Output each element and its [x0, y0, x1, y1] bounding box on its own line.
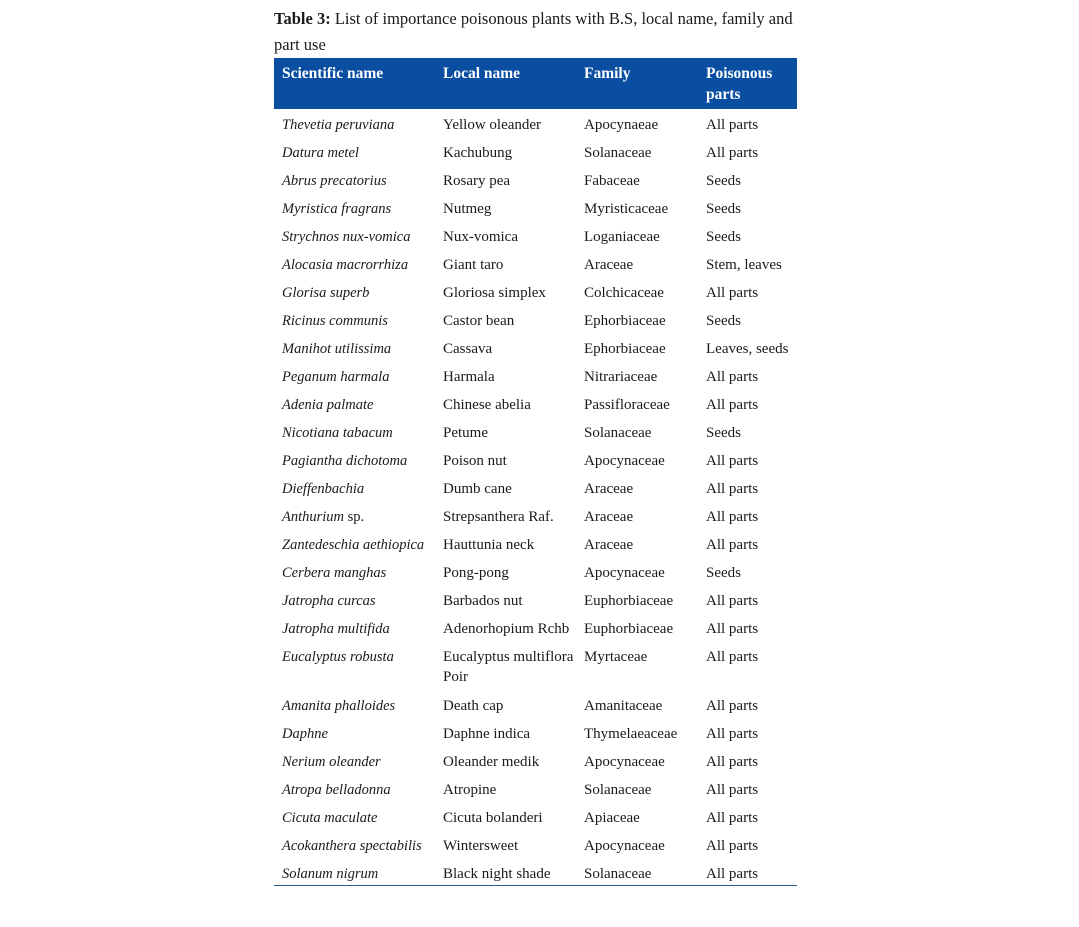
table-caption-text: List of importance poisonous plants with B.S, local name, family and part use	[274, 9, 793, 54]
cell-scientific-name	[274, 774, 435, 802]
cell-family: Loganiaceae	[584, 229, 660, 245]
scientific-name-text: Manihot utilissima	[282, 341, 392, 357]
cell-family: Amanitaceae	[584, 698, 663, 714]
table-row	[274, 529, 797, 557]
cell-family: Euphorbiaceae	[584, 621, 674, 637]
cell-scientific-name	[274, 718, 435, 746]
cell-scientific-name	[274, 746, 435, 774]
cell-local-name: Cassava	[443, 341, 493, 357]
table-row	[274, 858, 797, 885]
cell-family: Thymelaeaceae	[584, 726, 678, 742]
cell-local-name: Strepsanthera Raf.	[443, 509, 554, 525]
cell-family: Nitrariaceae	[584, 369, 658, 385]
scientific-name-text: Atropa belladonna	[282, 782, 391, 798]
scientific-name-text: Jatropha multifida	[282, 621, 390, 637]
cell-poisonous-parts: All parts	[706, 754, 759, 770]
cell-local-name: Pong-pong	[443, 565, 509, 581]
table-row	[274, 249, 797, 277]
cell-local-name: Cicuta bolanderi	[443, 810, 543, 826]
scientific-name-text: Adenia palmate	[282, 397, 374, 413]
cell-poisonous-parts: All parts	[706, 481, 759, 497]
cell-local-name: Barbados nut	[443, 593, 523, 609]
header-poisonous-parts: Poisonous parts	[706, 65, 773, 103]
cell-family: Araceae	[584, 537, 634, 553]
cell-local-name: Adenorhopium Rchb	[443, 621, 570, 637]
cell-poisonous-parts: Seeds	[706, 313, 741, 329]
cell-poisonous-parts: Seeds	[706, 173, 741, 189]
scientific-name-text: Anthurium	[282, 509, 345, 525]
table-row	[274, 746, 797, 774]
cell-local-name: Harmala	[443, 369, 495, 385]
header-local-name: Local name	[443, 65, 521, 82]
table-row	[274, 830, 797, 858]
cell-poisonous-parts: Seeds	[706, 201, 741, 217]
scientific-name-text: Acokanthera spectabilis	[282, 838, 422, 854]
table-row	[274, 277, 797, 305]
cell-family: Apocynaeae	[584, 117, 659, 133]
cell-scientific-name	[274, 830, 435, 858]
cell-family: Passifloraceae	[584, 397, 670, 413]
cell-poisonous-parts: All parts	[698, 858, 797, 885]
cell-local-name: Petume	[443, 425, 488, 441]
table-caption-lead: Table 3:	[274, 9, 331, 28]
cell-poisonous-parts: All parts	[706, 838, 759, 854]
cell-scientific-name	[274, 417, 435, 445]
table-caption	[274, 6, 797, 58]
cell-family: Ephorbiaceae	[584, 313, 666, 329]
cell-scientific-name	[274, 529, 435, 557]
cell-scientific-name	[274, 641, 435, 690]
cell-scientific-name	[274, 585, 435, 613]
cell-poisonous-parts: All parts	[706, 621, 759, 637]
scientific-name-text: Thevetia peruviana	[282, 117, 395, 133]
table-header-row	[274, 58, 797, 109]
table-row	[274, 501, 797, 529]
table-block	[274, 6, 797, 886]
cell-scientific-name	[274, 305, 435, 333]
cell-scientific-name	[274, 858, 435, 885]
cell-scientific-name	[274, 445, 435, 473]
table-row	[274, 802, 797, 830]
cell-scientific-name	[274, 557, 435, 585]
cell-local-name: Giant taro	[443, 257, 504, 273]
scientific-name-text: Nerium oleander	[282, 754, 381, 770]
cell-poisonous-parts: All parts	[706, 649, 759, 665]
scientific-name-text: Nicotiana tabacum	[282, 425, 393, 441]
cell-poisonous-parts: All parts	[706, 810, 759, 826]
cell-local-name: Yellow oleander	[443, 117, 542, 133]
cell-local-name: Eucalyptus multiflora Poir	[443, 649, 574, 685]
cell-scientific-name	[274, 361, 435, 389]
cell-local-name: Gloriosa simplex	[443, 285, 546, 301]
cell-local-name: Dumb cane	[443, 481, 512, 497]
table-row	[274, 473, 797, 501]
table-row	[274, 718, 797, 746]
scientific-name-text: Solanum nigrum	[282, 866, 379, 882]
cell-family: Myristicaceae	[584, 201, 669, 217]
scientific-name-text: Alocasia macrorrhiza	[282, 257, 409, 273]
table-row	[274, 193, 797, 221]
cell-poisonous-parts: All parts	[706, 698, 759, 714]
cell-poisonous-parts: All parts	[706, 285, 759, 301]
poisonous-plants-table	[274, 58, 797, 886]
table-row	[274, 389, 797, 417]
table-row	[274, 585, 797, 613]
cell-local-name: Hauttunia neck	[443, 537, 535, 553]
scientific-name-text: Zantedeschia aethiopica	[282, 537, 425, 553]
cell-local-name: Death cap	[443, 698, 504, 714]
cell-family: Araceae	[584, 257, 634, 273]
cell-local-name: Kachubung	[443, 145, 513, 161]
cell-poisonous-parts: All parts	[706, 537, 759, 553]
cell-family: Apocynaceae	[584, 838, 665, 854]
cell-local-name: Castor bean	[443, 313, 515, 329]
cell-local-name: Daphne indica	[443, 726, 531, 742]
table-body	[274, 109, 797, 885]
cell-scientific-name	[274, 221, 435, 249]
cell-poisonous-parts: All parts	[706, 117, 759, 133]
scientific-name-text: Dieffenbachia	[282, 481, 365, 497]
scientific-name-text: Abrus precatorius	[282, 173, 387, 189]
cell-scientific-name	[274, 690, 435, 718]
cell-scientific-name	[274, 389, 435, 417]
cell-scientific-name	[274, 333, 435, 361]
table-row	[274, 221, 797, 249]
cell-family: Araceae	[584, 481, 634, 497]
cell-poisonous-parts: All parts	[706, 509, 759, 525]
cell-scientific-name	[274, 277, 435, 305]
cell-family: Solanaceae	[584, 782, 652, 798]
cell-family: Fabaceae	[584, 173, 640, 189]
cell-family: Apocynaceae	[584, 453, 665, 469]
scientific-name-text: Cerbera manghas	[282, 565, 387, 581]
cell-local-name: Rosary pea	[443, 173, 511, 189]
cell-scientific-name	[274, 501, 435, 529]
scientific-name-text: Amanita phalloides	[282, 698, 396, 714]
table-row	[274, 445, 797, 473]
cell-poisonous-parts: Stem, leaves	[706, 257, 782, 273]
table-row	[274, 641, 797, 690]
table-row	[274, 165, 797, 193]
cell-local-name: Black night shade	[435, 858, 576, 885]
cell-poisonous-parts: All parts	[706, 453, 759, 469]
cell-family: Ephorbiaceae	[584, 341, 666, 357]
table-row	[274, 361, 797, 389]
table-row	[274, 557, 797, 585]
cell-scientific-name	[274, 613, 435, 641]
scientific-name-text: Strychnos nux-vomica	[282, 229, 411, 245]
cell-poisonous-parts: Seeds	[706, 425, 741, 441]
scientific-name-text: Datura metel	[282, 145, 359, 161]
cell-local-name: Nux-vomica	[443, 229, 518, 245]
cell-local-name: Poison nut	[443, 453, 507, 469]
cell-scientific-name	[274, 193, 435, 221]
table-row	[274, 333, 797, 361]
cell-poisonous-parts: All parts	[706, 726, 759, 742]
table-row	[274, 109, 797, 137]
scientific-name-text: Peganum harmala	[282, 369, 390, 385]
cell-family: Apocynaceae	[584, 754, 665, 770]
table-row	[274, 305, 797, 333]
cell-poisonous-parts: All parts	[706, 593, 759, 609]
table-row	[274, 774, 797, 802]
cell-local-name: Chinese abelia	[443, 397, 531, 413]
header-family: Family	[584, 65, 631, 82]
scientific-name-text: Myristica fragrans	[282, 201, 392, 217]
cell-local-name: Wintersweet	[443, 838, 519, 854]
cell-family: Solanaceae	[584, 425, 652, 441]
scientific-name-text: Daphne	[282, 726, 328, 742]
cell-family: Colchicaceae	[584, 285, 664, 301]
table-row	[274, 137, 797, 165]
scientific-name-text: Ricinus communis	[282, 313, 388, 329]
scientific-name-text: Pagiantha dichotoma	[282, 453, 408, 469]
cell-family: Euphorbiaceae	[584, 593, 674, 609]
cell-poisonous-parts: Leaves, seeds	[706, 341, 789, 357]
cell-scientific-name	[274, 249, 435, 277]
cell-poisonous-parts: All parts	[706, 397, 759, 413]
cell-local-name: Nutmeg	[443, 201, 492, 217]
cell-family: Apiaceae	[584, 810, 640, 826]
scientific-name-text: Eucalyptus robusta	[282, 649, 394, 665]
cell-family: Apocynaceae	[584, 565, 665, 581]
scientific-name-text: Cicuta maculate	[282, 810, 378, 826]
cell-scientific-name	[274, 137, 435, 165]
table-row	[274, 690, 797, 718]
table-row	[274, 417, 797, 445]
scientific-name-suffix: sp.	[344, 509, 365, 525]
cell-family: Solanaceae	[576, 858, 698, 885]
cell-family: Solanaceae	[584, 145, 652, 161]
cell-poisonous-parts: Seeds	[706, 229, 741, 245]
scientific-name-text: Glorisa superb	[282, 285, 370, 301]
cell-poisonous-parts: All parts	[706, 782, 759, 798]
cell-scientific-name	[274, 473, 435, 501]
scientific-name-text: Jatropha curcas	[282, 593, 376, 609]
cell-family: Myrtaceae	[584, 649, 648, 665]
cell-local-name: Oleander medik	[443, 754, 540, 770]
table-header	[274, 58, 797, 109]
cell-poisonous-parts: All parts	[706, 145, 759, 161]
cell-local-name: Atropine	[443, 782, 497, 798]
table-row	[274, 613, 797, 641]
header-scientific-name: Scientific name	[282, 65, 384, 82]
cell-scientific-name	[274, 802, 435, 830]
cell-scientific-name	[274, 165, 435, 193]
cell-poisonous-parts: Seeds	[706, 565, 741, 581]
cell-scientific-name	[274, 109, 435, 137]
cell-poisonous-parts: All parts	[706, 369, 759, 385]
cell-family: Araceae	[584, 509, 634, 525]
